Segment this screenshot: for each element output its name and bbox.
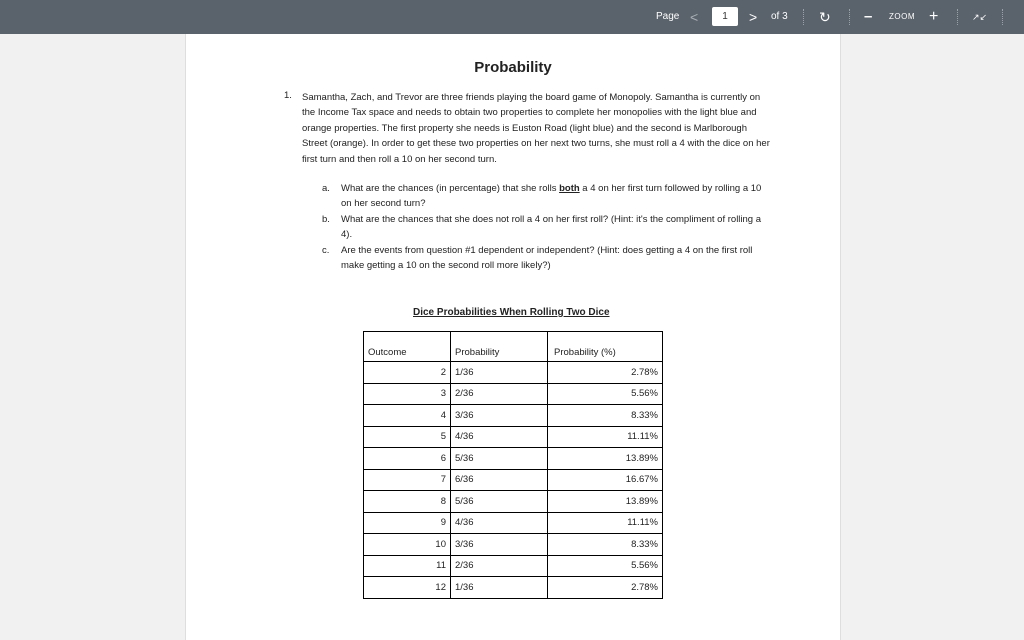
probability-cell: 1/36 [451, 362, 548, 384]
outcome-cell: 7 [364, 469, 451, 491]
percent-cell: 16.67% [548, 469, 663, 491]
column-header-percent: Probability (%) [548, 332, 663, 362]
probability-cell: 6/36 [451, 469, 548, 491]
table-row [364, 448, 663, 470]
sub-question-a-emphasis: both [559, 183, 580, 194]
sub-question-a-text [341, 181, 766, 212]
probability-cell: 5/36 [451, 448, 548, 470]
table-row [364, 426, 663, 448]
table-header-row [364, 332, 663, 362]
table-row [364, 534, 663, 556]
table-row [364, 383, 663, 405]
question-number: 1. [284, 90, 292, 101]
probability-cell: 3/36 [451, 534, 548, 556]
percent-cell: 2.78% [548, 362, 663, 384]
toolbar-divider [1002, 9, 1003, 25]
toolbar-divider [803, 9, 804, 25]
sub-question-letter: b. [322, 214, 330, 225]
toolbar-divider [957, 9, 958, 25]
sub-question-letter: a. [322, 183, 330, 194]
viewer-toolbar [0, 0, 1024, 34]
chevron-right-icon[interactable]: > [749, 9, 758, 25]
percent-cell: 2.78% [548, 577, 663, 599]
percent-cell: 5.56% [548, 383, 663, 405]
probability-cell: 3/36 [451, 405, 548, 427]
table-row [364, 555, 663, 577]
sub-question-letter: c. [322, 245, 330, 256]
page-label: Page [656, 11, 680, 22]
outcome-cell: 2 [364, 362, 451, 384]
sub-question-b-text: What are the chances that she does not roll a 4 on her first roll? (Hint: it's the compliment of rolling a 4). [341, 214, 762, 241]
probability-cell: 4/36 [451, 426, 548, 448]
collapse-icon[interactable]: ↗↙ [972, 12, 988, 22]
percent-cell: 11.11% [548, 426, 663, 448]
sub-question-a-after: a 4 on her first turn followed by rolling a 10 on her second turn? [341, 183, 762, 210]
zoom-label: ZOOM [889, 12, 915, 21]
column-header-probability: Probability [451, 332, 548, 362]
percent-cell: 11.11% [548, 512, 663, 534]
sub-question-c-text: Are the events from question #1 dependent or independent? (Hint: does getting a 4 on the first roll make getting a 10 on the second roll more likely?) [341, 245, 753, 272]
percent-cell: 8.33% [548, 405, 663, 427]
percent-cell: 13.89% [548, 491, 663, 513]
sub-question-a-before: What are the chances (in percentage) that she rolls [341, 183, 560, 194]
outcome-cell: 8 [364, 491, 451, 513]
chevron-left-icon[interactable]: < [690, 9, 699, 25]
table-row [364, 491, 663, 513]
table-row [364, 362, 663, 384]
probability-cell: 1/36 [451, 577, 548, 599]
document-page [185, 34, 841, 640]
outcome-cell: 5 [364, 426, 451, 448]
table-row [364, 512, 663, 534]
toolbar-divider [849, 9, 850, 25]
probability-cell: 5/36 [451, 491, 548, 513]
rotate-icon[interactable]: ↻ [819, 9, 831, 25]
outcome-cell: 9 [364, 512, 451, 534]
table-row [364, 469, 663, 491]
zoom-in-icon[interactable]: + [929, 8, 939, 25]
zoom-out-icon[interactable]: – [864, 8, 873, 25]
page-number-input[interactable] [712, 7, 738, 26]
percent-cell: 8.33% [548, 534, 663, 556]
table-row [364, 405, 663, 427]
percent-cell: 5.56% [548, 555, 663, 577]
table-row [364, 577, 663, 599]
outcome-cell: 10 [364, 534, 451, 556]
question-text: Samantha, Zach, and Trevor are three friends playing the board game of Monopoly. Samantha is currently on the Income Tax space and needs to obtain two properties to complete her monopolies with the light blue and orange properties. The first property she needs is Euston Road (light blue) and the second is Marlborough Street (orange). In order to get these two properties on her next two turns, she must roll a 4 with the dice on her first turn and then roll a 10 on her second turn. [302, 92, 770, 165]
probability-cell: 4/36 [451, 512, 548, 534]
outcome-cell: 11 [364, 555, 451, 577]
probability-cell: 2/36 [451, 555, 548, 577]
probability-cell: 2/36 [451, 383, 548, 405]
page-total-label: of 3 [771, 11, 788, 22]
dice-probability-table [363, 331, 663, 599]
percent-cell: 13.89% [548, 448, 663, 470]
document-title: Probability [474, 59, 552, 76]
outcome-cell: 12 [364, 577, 451, 599]
outcome-cell: 4 [364, 405, 451, 427]
outcome-cell: 6 [364, 448, 451, 470]
table-title: Dice Probabilities When Rolling Two Dice [413, 307, 610, 318]
outcome-cell: 3 [364, 383, 451, 405]
column-header-outcome: Outcome [364, 332, 451, 362]
